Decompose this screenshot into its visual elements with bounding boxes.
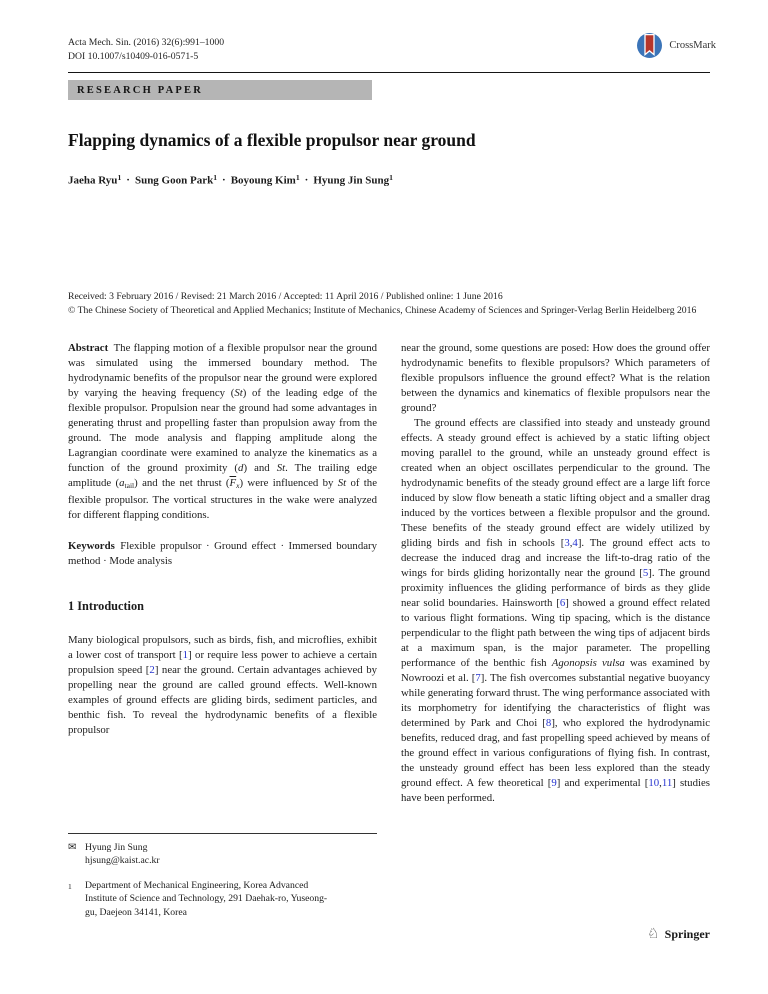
text-segment: · [304, 174, 309, 187]
text-segment: ] showed a ground effect related to various flight formations. Wing tip spacing, which is the distance perpendicular to the flight path between the wing tips of adjacent birds at a maximum span, is the major parameter. The propelling performance of the benthic fish [401, 597, 711, 670]
paper-title: Flapping dynamics of a flexible propulsor near ground [68, 130, 476, 150]
two-column-body [68, 341, 710, 919]
received-dates: Received: 3 February 2016 / Revised: 21 March 2016 / Accepted: 11 April 2016 / Published online: 1 June 2016 [68, 291, 503, 303]
section-heading-introduction: 1 Introduction [68, 599, 144, 614]
copyright-line: © The Chinese Society of Theoretical and Applied Mechanics; Institute of Mechanics, Chinese Academy of Sciences and Springer-Verlag Berlin Heidelberg 2016 [68, 305, 697, 317]
text-segment: of the flexible propulsor. The vortical structures in the wake were analyzed for different flapping conditions. [68, 477, 377, 522]
text-segment: x [236, 481, 240, 491]
citation-ref[interactable]: 5 [642, 567, 649, 580]
citation-ref[interactable]: 6 [559, 597, 566, 610]
paper-type-banner: RESEARCH PAPER [68, 80, 372, 100]
corresponding-author-row [68, 841, 377, 855]
text-segment: · [222, 174, 226, 187]
text-segment: , [569, 537, 573, 550]
affiliation-text: Department of Mechanical Engineering, Korea Advanced Institute of Science and Technology, 291 Daehak-ro, Yuseong-gu, Daejeon 34141, Korea [85, 879, 328, 918]
text-segment: The ground effects are classified into steady and unsteady ground effects. A steady ground effect is achieved by a static lifting object moving parallel to the ground, while an unsteady ground effect is created when an object oscillates perpendicular to the ground. The hydrodynamic benefits of the steady ground effect are a large lift force induced by slow flow beneath a static lifting object and a smaller drag induced by the vortices between a flexible propulsor and the ground. These benefits of the steady ground effect are widely utilized by gliding birds and fish in schools [ [401, 417, 710, 550]
text-segment: a [119, 477, 125, 490]
text-segment: Flexible propulsor · Ground effect · Immersed boundary method · Mode analysis [68, 540, 377, 568]
affiliation-row [68, 879, 377, 920]
text-segment: near the ground, some questions are posed: How does the ground offer hydrodynamic benefits to flexible propulsors? Which parameters of flexible propulsors influence the ground effect? What is the relation between the dynamics and kinematics of flexible propulsors near the ground? [401, 342, 710, 415]
crossmark-badge[interactable] [636, 32, 716, 59]
citation-ref[interactable]: 10 [648, 777, 660, 790]
text-segment: St [276, 462, 286, 475]
citation-ref[interactable]: 1 [182, 649, 189, 662]
text-segment: ) and the net thrust ( [134, 477, 230, 490]
text-segment: 1 [295, 173, 300, 182]
text-segment: 1 [117, 173, 122, 182]
envelope-icon: ✉ [68, 841, 77, 853]
text-segment: ]. The fish overcomes substantial negative buoyancy while generating forward thrust. The wing performance associated with its morphometry for identifying the characteristics of flight was determined by Park and Choi [ [401, 672, 710, 730]
intro-paragraph-right [401, 341, 710, 416]
header-rule [68, 72, 710, 73]
text-segment: ) were influenced by [239, 477, 338, 490]
text-segment: . The trailing edge amplitude ( [68, 462, 378, 490]
right-column [401, 341, 710, 919]
abstract-paragraph [68, 341, 377, 523]
citation-ref[interactable]: 2 [149, 664, 155, 677]
text-segment: ] and experimental [ [556, 777, 649, 790]
corresponding-author-email[interactable]: hjsung@kaist.ac.kr [85, 855, 160, 867]
citation-ref[interactable]: 7 [475, 672, 481, 685]
text-segment: ]. The ground proximity influences the gliding performance of birds as they glide near solid boundaries. Hainsworth [ [401, 567, 710, 610]
citation-ref[interactable]: 4 [572, 537, 578, 550]
text-segment: Agonopsis vulsa [551, 657, 625, 670]
springer-label: Springer [664, 926, 710, 941]
citation-ref[interactable]: 9 [551, 777, 557, 790]
text-segment: The flapping motion of a flexible propulsor near the ground was simulated using the immersed boundary method. The hydrodynamic benefits of the propulsor near the ground were explored by varying the heaving frequency ( [68, 342, 377, 400]
citation-ref[interactable]: 8 [545, 717, 552, 730]
citation-ref[interactable]: 3 [564, 537, 570, 550]
corresponding-author-name: Hyung Jin Sung [85, 841, 148, 853]
text-segment: ] near the ground. Certain advantages achieved by propelling near the ground are called ground effects. Well-known examples of ground effects are gliding birds, sediment particles, and benthic fish. To reveal the hydrodynamic benefits of a flexible propulsor [68, 664, 377, 737]
journal-meta [68, 36, 224, 64]
left-column [68, 341, 377, 919]
springer-knight-icon: ♘ [646, 926, 661, 942]
journal-citation: Acta Mech. Sin. (2016) 32(6):991–1000 [68, 37, 225, 48]
springer-logo [647, 926, 710, 942]
text-segment: 1 [213, 173, 218, 182]
text-segment: St [234, 387, 243, 400]
text-segment: tail [124, 481, 135, 491]
intro-paragraph-left [68, 633, 377, 738]
text-segment: ]. The ground effect acts to decrease the induced drag and increase the lift-to-drag ratio of the wings for birds gliding horizontally near the ground [ [401, 537, 710, 580]
text-segment: · [126, 174, 130, 187]
text-segment: Boyoung Kim [230, 174, 296, 187]
text-segment: d [238, 462, 244, 475]
text-segment: ], who explored the hydrodynamic benefits, reduced drag, and fast propelling speed achieved by means of the ground effect in various configurations of flying fish. In contrast, the unsteady ground effect has been less explored than the steady ground effect. A few theoretical [ [401, 717, 710, 790]
text-segment: ] studies have been performed. [401, 777, 710, 805]
text-segment: , [659, 777, 662, 790]
text-segment: ) of the leading edge of the flexible propulsor. Propulsion near the ground had some advantages in generating thrust and propelling faster than propulsion away from the ground. The mode analysis and flapping amplitude along the Lagrangian coordinate were examined to analyze the kinematics as a function of the ground proximity ( [68, 387, 377, 475]
crossmark-icon [636, 32, 663, 59]
text-segment: ) and [243, 462, 277, 475]
footnote-block [68, 833, 377, 920]
citation-ref[interactable]: 11 [661, 777, 673, 790]
text-segment: Sung Goon Park [134, 174, 214, 187]
text-segment: Jaeha Ryu [68, 174, 118, 187]
ground-effects-paragraph [401, 416, 710, 806]
text-segment: St [337, 477, 347, 490]
doi-line: DOI 10.1007/s10409-016-0571-5 [68, 51, 199, 62]
author-list [68, 173, 710, 186]
keywords-paragraph [68, 539, 377, 569]
affiliation-marker: 1 [68, 881, 72, 891]
text-segment: 1 [389, 173, 394, 182]
text-segment: Keywords [68, 540, 115, 553]
text-segment: $\overline{F}$ [229, 477, 237, 490]
text-segment: Many biological propulsors, such as birds, fish, and microflies, exhibit a lower cost of transport [ [68, 634, 377, 662]
text-segment: was examined by Nowroozi et al. [ [401, 657, 710, 685]
text-segment: Hyung Jin Sung [313, 174, 390, 187]
crossmark-label: CrossMark [669, 40, 716, 51]
text-segment: Abstract [68, 342, 109, 355]
text-segment: ] or require less power to achieve a certain propulsion speed [ [68, 649, 377, 677]
page-header [68, 36, 716, 64]
